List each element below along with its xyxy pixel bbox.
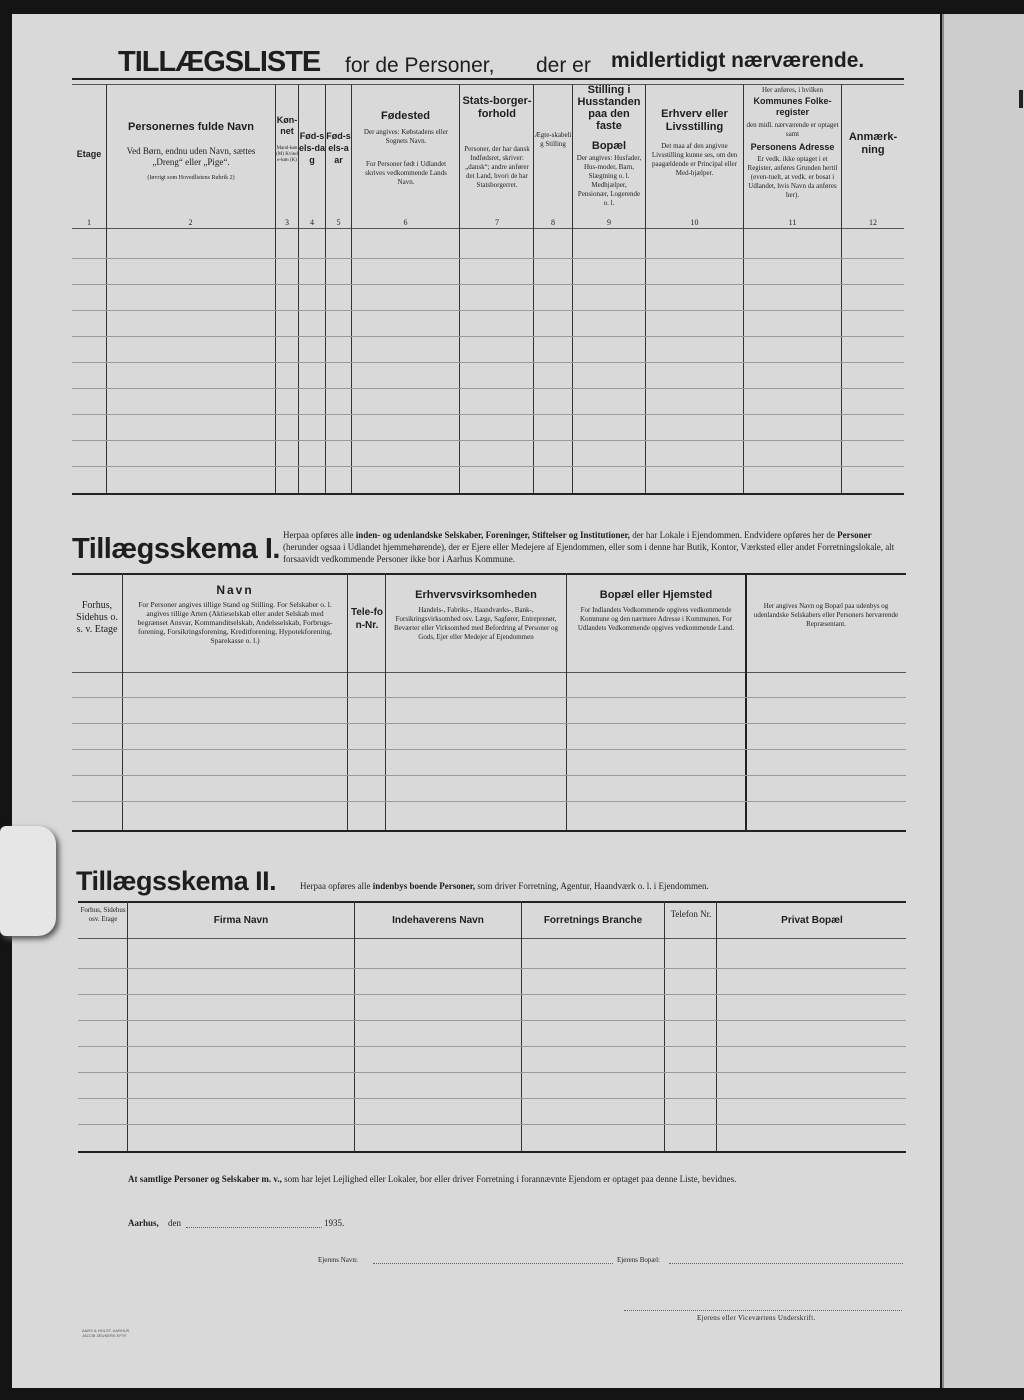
col-folkeregister-adresse: Personens Adresse: [750, 142, 835, 152]
skema1-title: Tillægsskema I.: [72, 533, 280, 565]
t1-col-line: [572, 84, 573, 493]
s2-col-line: [664, 901, 665, 1151]
s1-row-rule: [72, 775, 906, 776]
signature-label: Ejerens eller Viceværtens Underskrift.: [697, 1314, 816, 1322]
owner-address-label: Ejerens Bopæl:: [617, 1256, 660, 1264]
skema1-intro: [283, 529, 905, 565]
s2-col-indehaver: Indehaverens Navn: [392, 915, 484, 926]
s1-col-erhverv-heading: Erhvervsvirksomheden: [415, 589, 537, 601]
col-statsborger-heading: Stats-borger-forhold: [462, 95, 532, 120]
s2-row-rule: [78, 968, 906, 969]
col-foedselsaar-heading: Fød-sels-aar: [326, 131, 351, 165]
col-foedested-heading: Fødested: [381, 110, 430, 122]
skema2-intro-post: som driver Forretning, Agentur, Haandværk o. l. i Ejendommen.: [477, 881, 709, 891]
s1-col-line: [385, 573, 386, 830]
s1-row-rule: [72, 723, 906, 724]
printer-line-1: AARS & HOLST, AARHUS: [82, 1328, 130, 1333]
owner-name-label: Ejerens Navn:: [318, 1256, 358, 1264]
date-den-label: den: [168, 1218, 181, 1228]
facing-page-edge: [942, 14, 1024, 1388]
t1-row-rule: [72, 466, 904, 467]
col-stilling-note: Der angives: Husfader, Hus-moder, Barn, Slægtning o. l. Medhjælper, Pensionær, Logerende o. l.: [576, 154, 642, 207]
s2-row-rule: [78, 1098, 906, 1099]
t1-row-rule: [72, 440, 904, 441]
skema2-intro-pre: Herpaa opføres alle: [300, 881, 371, 891]
t1-col-line: [841, 84, 842, 493]
col-number: 12: [869, 218, 877, 227]
t1-row-rule: [72, 414, 904, 415]
col-foedested-note2: For Personer født i Udlandet skrives vedkommende Lands Navn.: [365, 160, 447, 186]
col-navn-note2: (Iøvrigt som Hovedlistens Rubrik 2): [147, 175, 235, 181]
title-der-er: der er: [536, 54, 591, 77]
skema2-intro-bold: indenbys boende Personer,: [372, 881, 476, 891]
t1-row-rule: [72, 336, 904, 337]
t1-col-line: [645, 84, 646, 493]
s1-col-line: [566, 573, 567, 830]
col-koennet-heading: Køn-net: [276, 115, 298, 136]
col-folkeregister-pre: Her anføres, i hvilken: [761, 86, 824, 94]
owner-name-line[interactable]: [373, 1263, 613, 1264]
s2-row-rule: [78, 1046, 906, 1047]
folded-page-corner: [0, 826, 56, 936]
col-anmaerkning-heading: Anmærk-ning: [848, 131, 898, 156]
col-erhverv-note: Det maa af den angivne Livsstilling kunne ses, om den paagældende er Principal eller Med-hjælper.: [651, 142, 738, 177]
s2-row-rule: [78, 1124, 906, 1125]
s1-col-etage: Forhus, Sidehus o. s. v. Etage: [76, 600, 118, 635]
owner-address-line[interactable]: [669, 1263, 903, 1264]
t1-col-line: [743, 84, 744, 493]
col-number: 6: [403, 218, 408, 227]
title-midlertidigt: midlertidigt nærværende.: [611, 49, 865, 72]
skema2-title: Tillægsskema II.: [76, 866, 277, 896]
s1-row-rule: [72, 801, 906, 802]
col-number: 2: [188, 218, 193, 227]
col-koennet-note: Mand-køn (M) Kvinde-køn (K): [276, 146, 298, 163]
attestation-text: [128, 1174, 918, 1184]
col-number: 10: [690, 218, 699, 227]
s2-row-rule: [78, 994, 906, 995]
col-navn-heading: Personernes fulde Navn: [128, 121, 254, 133]
col-statsborger-note: Personer, der har dansk Indfødsret, skriver: „dansk“; andre anfører det Land, hvori de har Statsborgerret.: [464, 145, 530, 189]
col-stilling-heading: Stilling i Husstanden paa den faste: [577, 84, 641, 132]
t1-row-rule: [72, 310, 904, 311]
s2-col-branche: Forretnings Branche: [543, 915, 643, 926]
s1-col-line: [122, 573, 123, 830]
skema1-intro-bold: inden- og udenlandske Selskaber, Foreninger, Stiftelser og Institutioner,: [355, 530, 630, 540]
title-main: TILLÆGSLISTE: [118, 46, 321, 78]
t1-row-rule: [72, 362, 904, 363]
col-number: 5: [336, 218, 341, 227]
s2-col-etage: Forhus, Sidehus osv. Etage: [80, 906, 126, 923]
printer-imprint: [82, 1328, 129, 1338]
col-stilling-bopael: Bopæl: [591, 140, 627, 152]
s1-col-navn-note: For Personer angives tillige Stand og Stilling. For Selskaber o. l. angives tillige Arten (Aktieselskab eller andet Selskab med begrænset Ansvar, Kommanditselskab, Andelsselskab, Forbrugs-forening, Forsikringsforening, Kreditforening, Hypotekforening, Sparekasse o. l.): [137, 600, 333, 645]
s1-col-bopael-note: For Indlandets Vedkommende opgives vedkommende Kommune og den nærmere Adresse i Kommunen. For Udlandets Vedkommende opgives vedkommende Land.: [577, 606, 735, 632]
col-number: 8: [551, 218, 555, 227]
col-number: 11: [788, 218, 797, 227]
t1-col-line: [351, 84, 352, 493]
s2-col-line: [521, 901, 522, 1151]
skema1-bottom-border: [72, 830, 906, 832]
date-input-line[interactable]: [186, 1227, 322, 1228]
s2-col-telefon: Telefon Nr.: [670, 909, 712, 919]
skema2-top-border: [78, 901, 906, 903]
table1-header-bottom: [72, 228, 904, 229]
s2-row-rule: [78, 1020, 906, 1021]
s1-row-rule: [72, 697, 906, 698]
col-folkeregister-note2: Er vedk. ikke optaget i et Register, anføres Grunden hertil (even-tuelt, at vedk. er bosat i Udlandet, hvis Navn da anføres her).: [747, 155, 838, 199]
t1-col-line: [106, 84, 107, 493]
col-foedselsdag-heading: Fød-sels-dag: [299, 131, 326, 165]
skema2-header-bottom: [78, 938, 906, 939]
col-etage-heading: Etage: [76, 149, 102, 159]
skema1-header-bottom: [72, 672, 906, 673]
skema1-intro-post: der har Lokale i Ejendommen.: [632, 530, 742, 540]
s1-col-line: [745, 573, 747, 830]
printer-line-2: JACOB ZEUNERS EFTF.: [82, 1333, 128, 1338]
s2-col-firma: Firma Navn: [213, 915, 269, 926]
place-label: Aarhus,: [128, 1218, 159, 1228]
skema1-top-border: [72, 573, 906, 575]
year-label: 1935.: [324, 1218, 345, 1228]
skema1-intro2-post: (herunder ogsaa i Udlandet hjemmehørende), der er Ejere eller Medejere af Ejendommen, eller som i denne har Butik, Kontor, Værksted eller andet Forretningslokale, alt forsaavidt vedkommende Personer ikke bor i Aarhus Kommune.: [283, 542, 895, 564]
table1-top-inner: [72, 84, 904, 85]
t1-row-rule: [72, 258, 904, 259]
col-folkeregister-heading: Kommunes Folke-register: [753, 96, 832, 117]
col-aegteskab-heading: Ægte-skabelig Stilling: [534, 131, 572, 148]
s1-col-erhverv-note: Handels-, Fabriks-, Haandværks-, Bank-, Forsikringsvirksomhed osv. Læge, Sagfører, Entreprenør, Beværter eller Virksomhed med Befordring af Personer og Gods, Ejer eller Medejer af Ejendommen: [393, 606, 559, 641]
s2-col-line: [354, 901, 355, 1151]
s1-col-telefon: Tele-fon-Nr.: [350, 607, 384, 631]
s2-col-line: [716, 901, 717, 1151]
signature-line[interactable]: [624, 1310, 902, 1311]
s1-col-repraesentant-note: Her angives Navn og Bopæl paa udenbys og udenlandske Selskabers eller Personers herværende Repræsentant.: [753, 602, 899, 628]
col-number: 7: [495, 218, 499, 227]
s2-col-line: [127, 901, 128, 1151]
s2-col-bopael: Privat Bopæl: [781, 915, 843, 926]
title-for: for de Personer,: [345, 54, 495, 77]
skema2-bottom-border: [78, 1151, 906, 1153]
attestation-rest: som har lejet Lejlighed eller Lokaler, bor eller driver Forretning i forannævnte Ejendom er optaget paa denne Liste, bevidnes.: [284, 1174, 737, 1184]
s1-row-rule: [72, 749, 906, 750]
s1-col-line: [347, 573, 348, 830]
col-number: 3: [285, 218, 289, 227]
t1-col-line: [459, 84, 460, 493]
col-navn-note: Ved Børn, endnu uden Navn, sættes „Dreng“ eller „Pige“.: [126, 146, 256, 167]
skema1-intro2-bold: Personer: [837, 530, 872, 540]
s1-col-bopael-heading: Bopæl eller Hjemsted: [599, 589, 713, 601]
skema1-intro-pre: Herpaa opføres alle: [283, 530, 354, 540]
skema1-intro2-pre: Endvidere opføres her de: [744, 530, 835, 540]
t1-row-rule: [72, 284, 904, 285]
table1-bottom-border: [72, 493, 904, 495]
t1-row-rule: [72, 388, 904, 389]
facing-page-mark: [1019, 90, 1023, 108]
col-number: 4: [310, 218, 314, 227]
skema2-intro: [300, 881, 900, 891]
s2-row-rule: [78, 1072, 906, 1073]
col-number: 1: [87, 218, 91, 227]
table1-top-border: [72, 78, 904, 80]
attestation-bold: At samtlige Personer og Selskaber m. v.,: [128, 1174, 282, 1184]
col-foedested-note: Der angives: Købstadens eller Sognets Navn.: [363, 128, 449, 145]
s1-col-navn-heading: Navn: [216, 583, 254, 597]
col-erhverv-heading: Erhverv eller Livsstilling: [661, 108, 728, 133]
col-number: 9: [607, 218, 611, 227]
col-folkeregister-note: den midl. nærværende er optaget samt: [746, 121, 839, 138]
